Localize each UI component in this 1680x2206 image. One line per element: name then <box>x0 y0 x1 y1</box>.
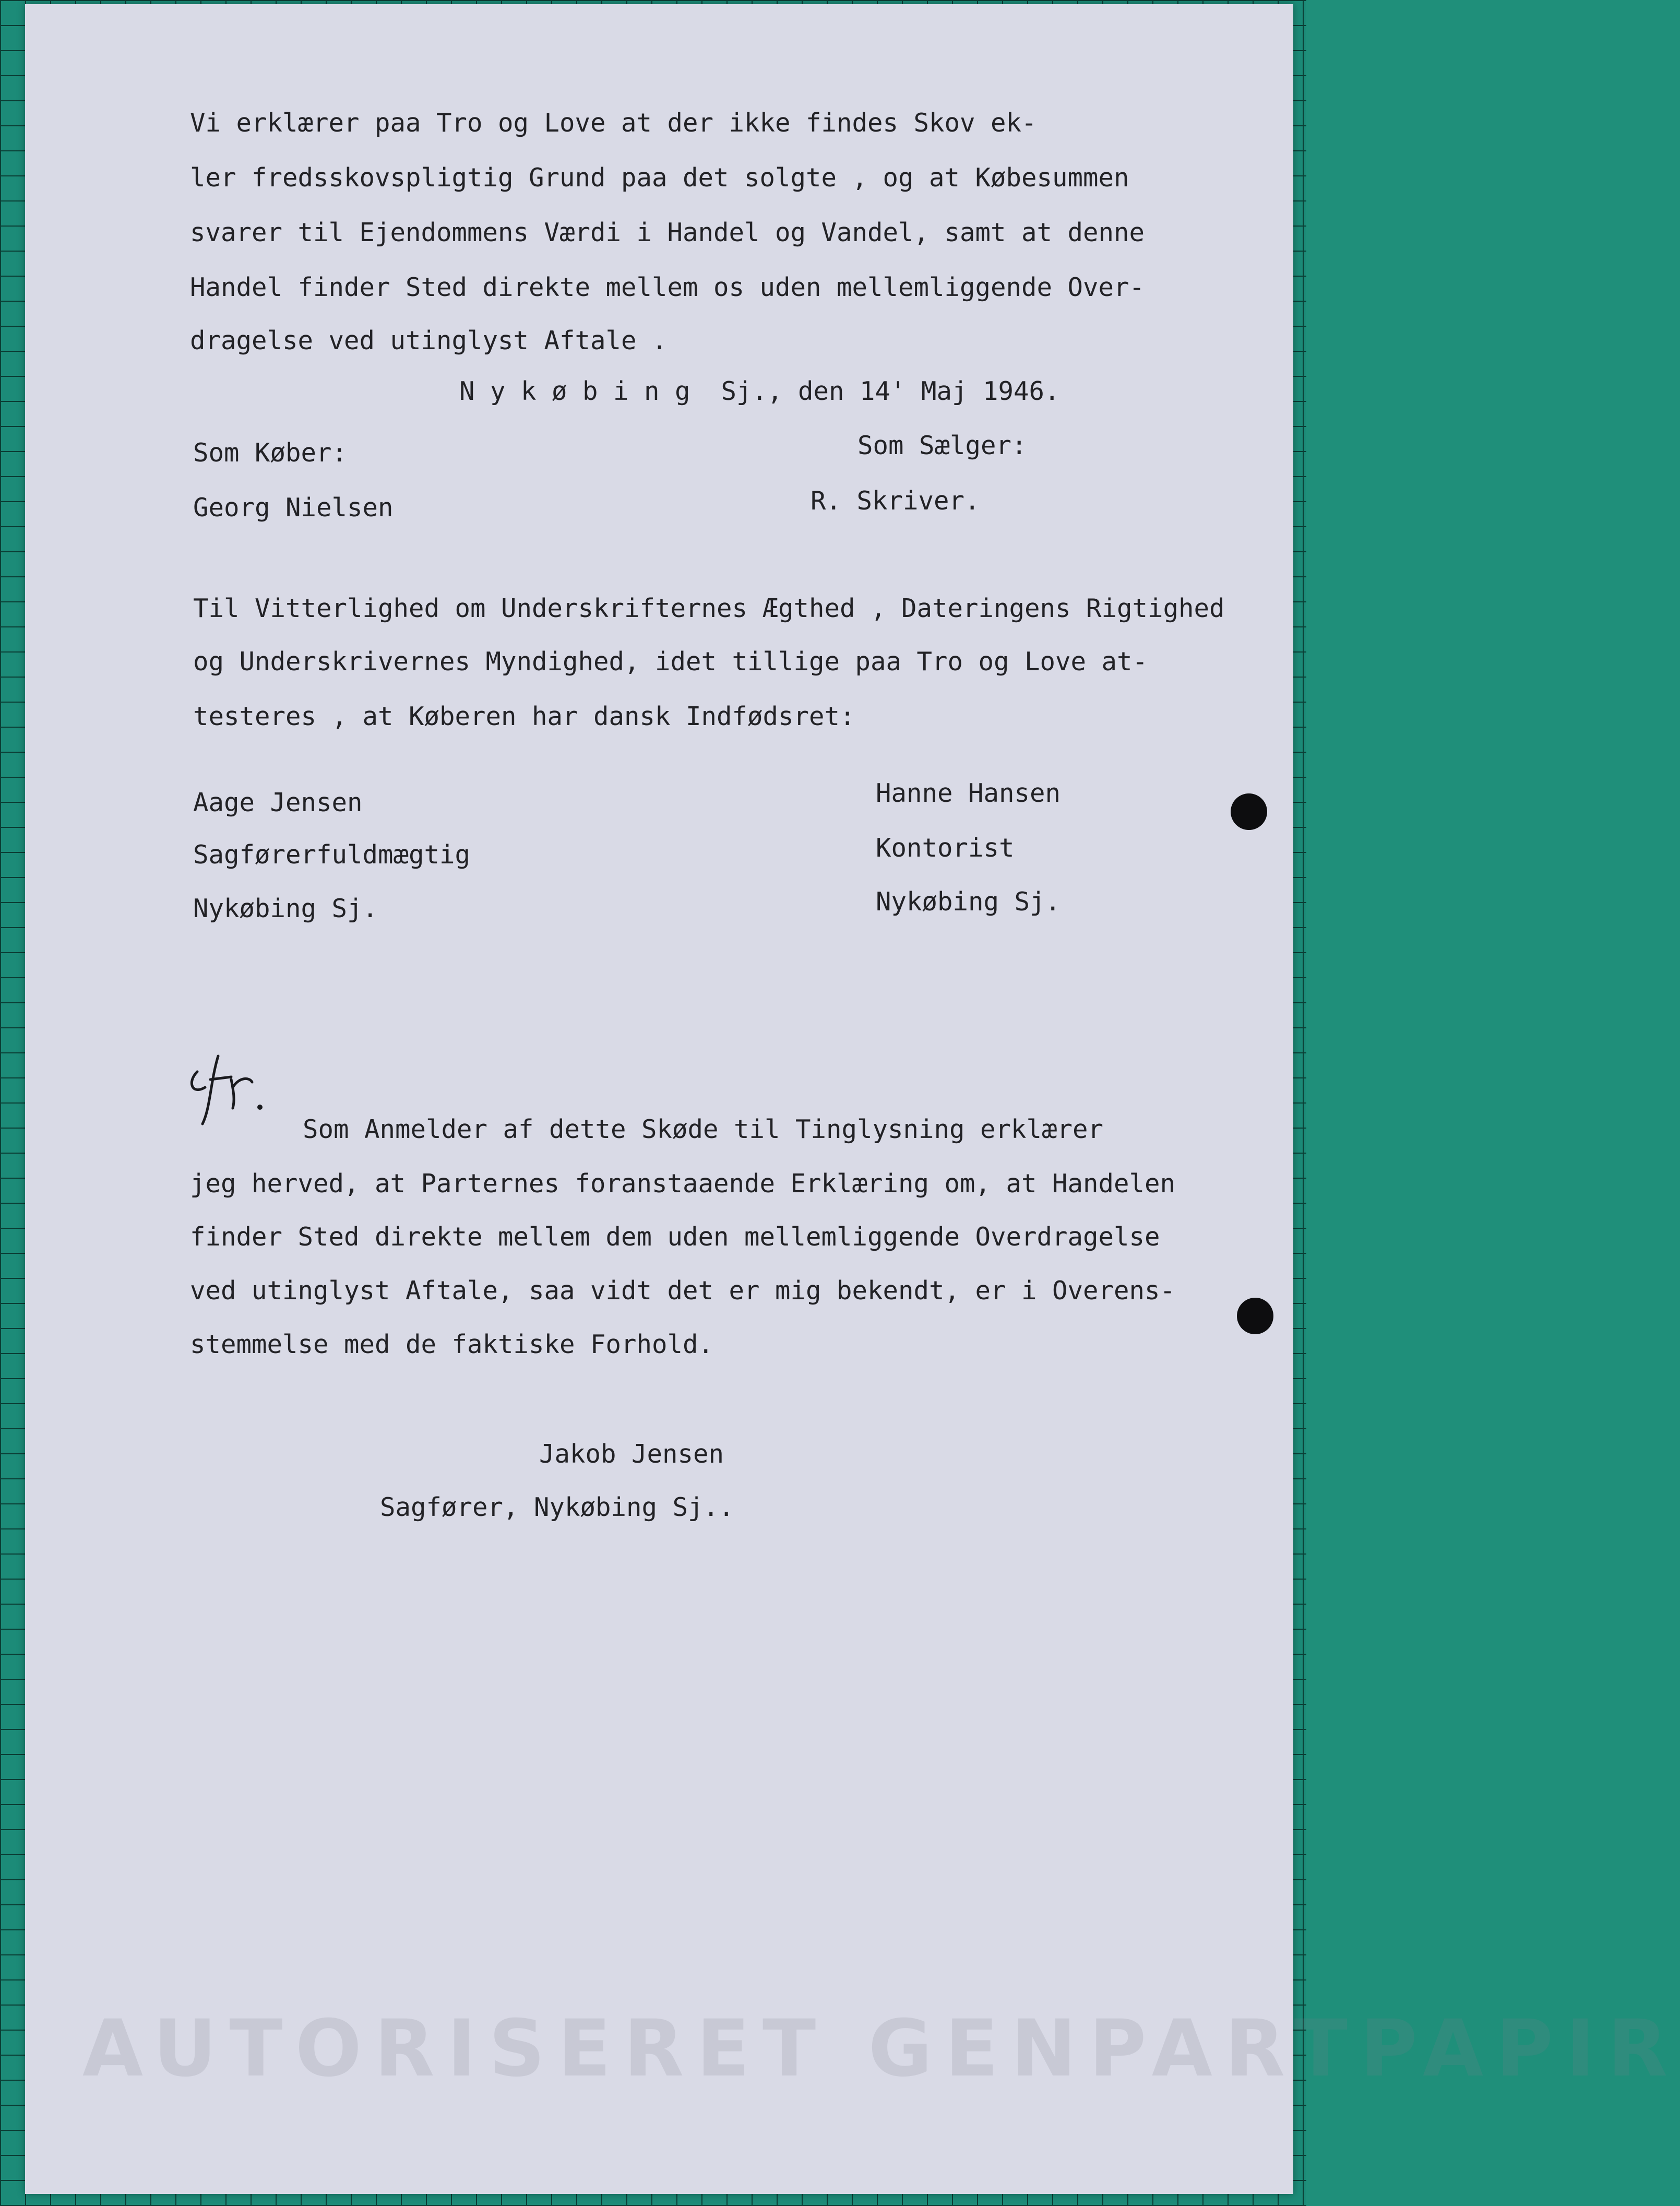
filer-statement-line-4: ved utinglyst Aftale, saa vidt det er mig bekendt, er i Overens- <box>190 1276 1176 1306</box>
handwritten-initials-mark <box>182 1051 276 1129</box>
attestation-line-1: Til Vitterlighed om Underskrifternes Ægthed , Dateringens Rigtighed <box>193 594 1225 623</box>
filer-name: Jakob Jensen <box>539 1439 724 1469</box>
witness-left-place: Nykøbing Sj. <box>193 894 378 923</box>
declaration-line-1: Vi erklærer paa Tro og Love at der ikke findes Skov ek- <box>190 108 1037 138</box>
buyer-role-label: Som Køber: <box>193 438 348 468</box>
witness-right-title: Kontorist <box>876 833 1015 863</box>
declaration-line-2: ler fredsskovspligtig Grund paa det solgte , og at Købesummen <box>190 163 1129 193</box>
filer-statement-line-2: jeg herved, at Parternes foranstaaende Erklæring om, at Handelen <box>190 1169 1176 1199</box>
witness-left-title: Sagførerfuldmægtig <box>193 840 471 870</box>
attestation-line-3: testeres , at Køberen har dansk Indfødsret: <box>193 702 855 731</box>
attestation-line-2: og Underskrivernes Myndighed, idet tillige paa Tro og Love at- <box>193 647 1148 677</box>
watermark-banner: AUTORISERET GENPARTPAPIR <box>82 2003 1680 2094</box>
seller-role-label: Som Sælger: <box>857 431 1027 460</box>
filer-statement-line-1: Som Anmelder af dette Skøde til Tinglysning erklærer <box>303 1114 1104 1144</box>
declaration-line-3: svarer til Ejendommens Værdi i Handel og Vandel, samt at denne <box>190 218 1145 247</box>
witness-right-place: Nykøbing Sj. <box>876 887 1061 917</box>
document-page <box>25 4 1680 2194</box>
declaration-line-5: dragelse ved utinglyst Aftale . <box>190 326 668 355</box>
buyer-name: Georg Nielsen <box>193 493 394 523</box>
filer-statement-line-3: finder Sted direkte mellem dem uden mellemliggende Overdragelse <box>190 1222 1160 1252</box>
declaration-line-4: Handel finder Sted direkte mellem os uden mellemliggende Over- <box>190 272 1145 302</box>
filer-statement-line-5: stemmelse med de faktiske Forhold. <box>190 1330 714 1359</box>
punch-hole-top <box>1231 793 1267 830</box>
place-date: N y k ø b i n g Sj., den 14' Maj 1946. <box>459 376 1060 406</box>
seller-name: R. Skriver. <box>811 486 980 516</box>
punch-hole-bottom <box>1237 1298 1273 1334</box>
witness-right-name: Hanne Hansen <box>876 778 1061 808</box>
witness-left-name: Aage Jensen <box>193 788 363 817</box>
filer-title: Sagfører, Nykøbing Sj.. <box>380 1492 734 1522</box>
